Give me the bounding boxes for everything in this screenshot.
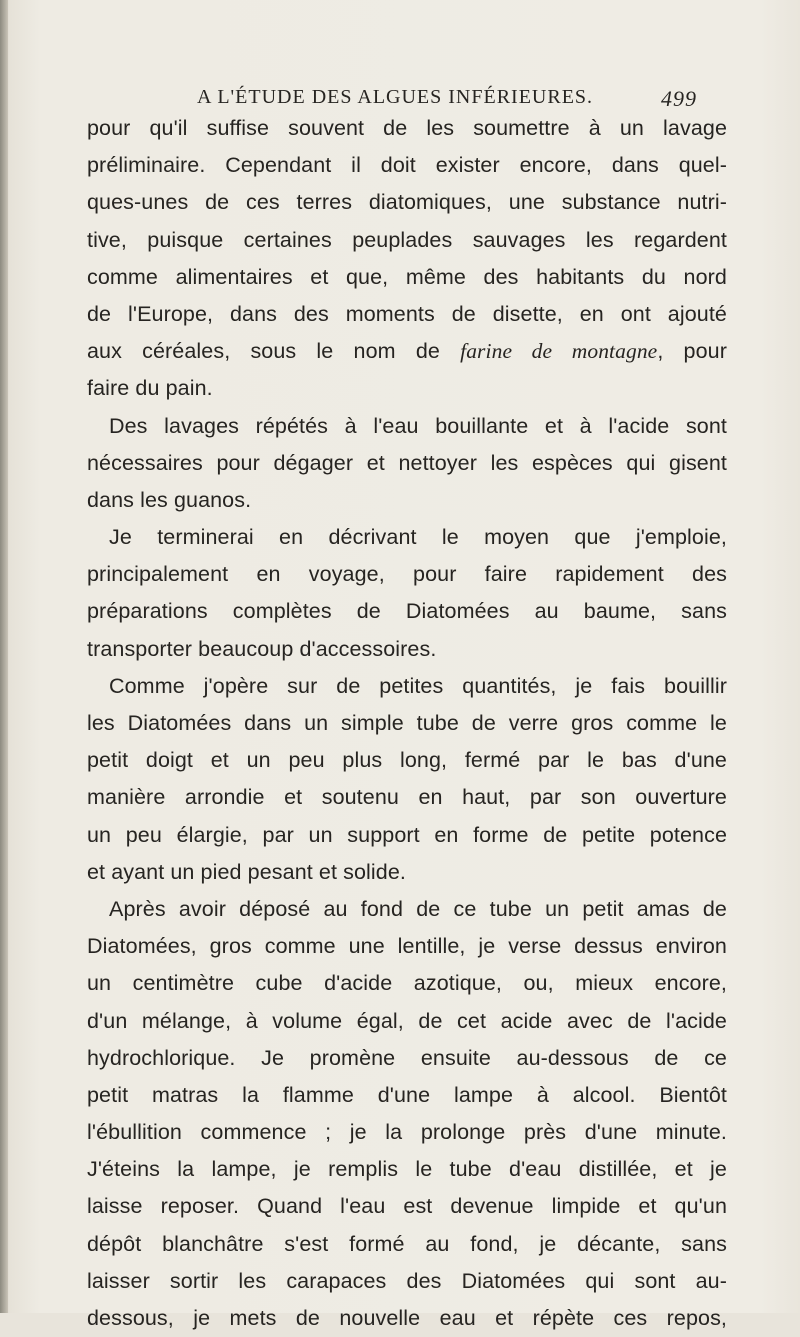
text-line: préliminaire. Cependant il doit exister encore, dans quel- (87, 153, 727, 178)
text-fragment: aux céréales, sous le nom de (87, 339, 461, 364)
running-title: A L'ÉTUDE DES ALGUES INFÉRIEURES. (197, 86, 594, 108)
text-line: un peu élargie, par un support en forme de petite potence (87, 822, 727, 847)
text-fragment: , pour (657, 339, 727, 364)
text-line: l'ébullition commence ; je la prolonge près d'une minute. (87, 1120, 727, 1145)
text-line: laisser sortir les carapaces des Diatomées qui sont au- (87, 1268, 727, 1293)
text-line: un centimètre cube d'acide azotique, ou, mieux encore, (87, 971, 727, 996)
text-line: hydrochlorique. Je promène ensuite au-dessous de ce (87, 1045, 727, 1070)
page-binding-edge (0, 0, 8, 1313)
text-line: faire du pain. (87, 376, 213, 401)
text-line: Après avoir déposé au fond de ce tube un petit amas de (109, 896, 727, 921)
text-line: de l'Europe, dans des moments de disette, en ont ajouté (87, 301, 727, 326)
italic-term: farine de montagne (460, 339, 658, 364)
text-line: principalement en voyage, pour faire rapidement des (87, 562, 727, 587)
text-line: transporter beaucoup d'accessoires. (87, 636, 437, 661)
text-line (87, 333, 727, 370)
text-line: laisse reposer. Quand l'eau est devenue limpide et qu'un (87, 1194, 727, 1219)
text-line: J'éteins la lampe, je remplis le tube d'eau distillée, et je (87, 1157, 727, 1182)
text-line: dépôt blanchâtre s'est formé au fond, je décante, sans (87, 1231, 727, 1256)
text-line: d'un mélange, à volume égal, de cet acide avec de l'acide (87, 1008, 727, 1033)
text-line: Des lavages répétés à l'eau bouillante et à l'acide sont (109, 413, 727, 438)
text-line: Comme j'opère sur de petites quantités, je fais bouillir (109, 673, 727, 698)
text-line: comme alimentaires et que, même des habitants du nord (87, 264, 727, 289)
text-line: dessous, je mets de nouvelle eau et répète ces repos, (87, 1306, 727, 1330)
text-line: ques-unes de ces terres diatomiques, une substance nutri- (87, 190, 727, 215)
text-line: nécessaires pour dégager et nettoyer les espèces qui gisent (87, 450, 727, 475)
body-text (87, 110, 727, 1337)
text-line: les Diatomées dans un simple tube de verre gros comme le (87, 711, 727, 735)
text-line: petit doigt et un peu plus long, fermé par le bas d'une (87, 748, 727, 773)
text-line: pour qu'il suffise souvent de les soumettre à un lavage (87, 116, 727, 140)
text-line: tive, puisque certaines peuplades sauvages les regardent (87, 227, 727, 252)
text-line: petit matras la flamme d'une lampe à alcool. Bientôt (87, 1082, 727, 1107)
text-line: Je terminerai en décrivant le moyen que j'emploie, (109, 525, 727, 550)
text-line: manière arrondie et soutenu en haut, par son ouverture (87, 785, 727, 810)
text-line: Diatomées, gros comme une lentille, je verse dessus environ (87, 934, 727, 959)
page-number: 499 (661, 86, 697, 111)
text-line: et ayant un pied pesant et solide. (87, 859, 406, 884)
text-line: préparations complètes de Diatomées au baume, sans (87, 599, 727, 624)
text-line: dans les guanos. (87, 487, 252, 512)
